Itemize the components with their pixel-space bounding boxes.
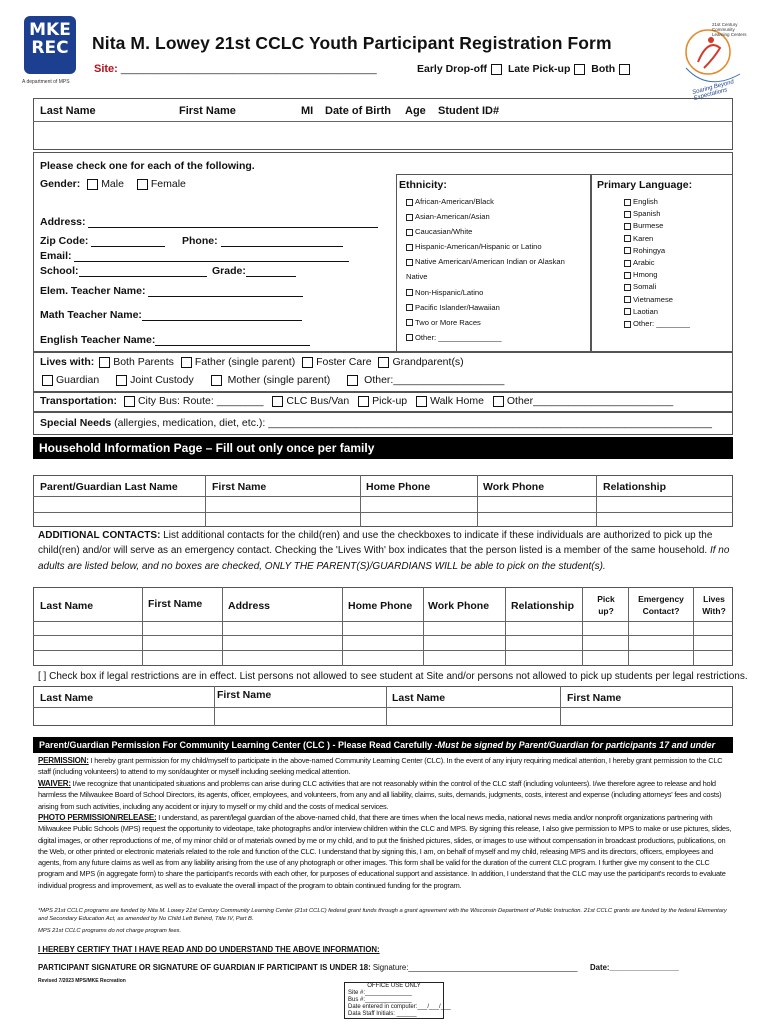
guardian-checkbox[interactable]: [42, 375, 53, 386]
ethnicity-checkbox[interactable]: [406, 334, 413, 341]
photo-body: I understand, as parent/legal guardian of the above-named child, that there are times when the local news media, national news media and/or nonprofit organizations partnering with Milwaukee Public Schools (MPS) request the opportunity to videotape, take photographs and/or interview children within the CLC and MPS. By signing this release, I also give permission to MPS to make or use pictures, slides, digital images, or other reproductions of me, of my minor child or of materials owned by me or my child, and to put the finished pictures, slides, or images to use without compensation in broadcast productions, publications, on the Web, or other printed or electronic materials related to the role and function of the CLC. I understand that by signing this, I am, on behalf of myself and my child, releasing MPS and its directors, officers, employees and agents, from any future claims as well as from any liability arising from the use of any photograph or other images. This form shall be valid for the duration of the current CLC program. I further give my consent to the CLC program and MPS (in aggregate form) to share the participant's records with each other, for purposes of educational support and assistance. In addition, I understand that the CLC may use the participant's records to evaluate individual progress and improvement, as well as to evaluate the overall impact of the program to obtain continued funding for the program.: [38, 813, 732, 890]
language-option[interactable]: [624, 281, 729, 293]
zip-field[interactable]: [40, 235, 165, 247]
photo-head: PHOTO PERMISSION/RELEASE:: [38, 813, 157, 822]
language-option-label: English: [633, 197, 658, 206]
language-option[interactable]: [624, 196, 729, 208]
site-row: [94, 63, 377, 75]
grade-label: Grade:: [212, 265, 246, 277]
math-teacher-field[interactable]: [40, 309, 302, 321]
waiver-body: I/we recognize that unanticipated situations and problems can arise during CLC activities that are not reasonably within the control of the CLC staff (including volunteers). I/we therefore agree to release and hold harmless the Milwaukee Board of School Directors, its agents, officer, employees, and volunteers, from any and all liability, claims, suits, demands, judgments, costs, interest and expense (including attorneys' fees and costs) arising from such activities, including any accident or injury to myself or my child and the costs of medical services.: [38, 779, 722, 811]
foster-checkbox[interactable]: [302, 357, 313, 368]
language-checkbox[interactable]: [624, 199, 631, 206]
header-dob: Date of Birth: [325, 105, 391, 117]
signature-label: PARTICIPANT SIGNATURE OR SIGNATURE OF GUARDIAN IF PARTICIPANT IS UNDER 18:: [38, 963, 371, 972]
ethnicity-option[interactable]: [406, 315, 592, 330]
language-option[interactable]: [624, 233, 729, 245]
female-label: Female: [150, 178, 186, 190]
ethnicity-option-label: Native: [406, 272, 428, 282]
ethnicity-option-label: Caucasian/White: [415, 227, 473, 237]
ac-col-address: Address: [228, 600, 271, 612]
office-title: OFFICE USE ONLY: [367, 983, 421, 989]
mother-checkbox[interactable]: [211, 375, 222, 386]
clc-bus-label: CLC Bus/Van: [286, 395, 350, 407]
foster-label: Foster Care: [316, 356, 372, 368]
ac-col-lives-with: Lives With?: [702, 594, 726, 616]
both-parents-checkbox[interactable]: [99, 357, 110, 368]
ac-col-work-phone: Work Phone: [428, 600, 490, 612]
waiver-text: [38, 778, 732, 812]
transportation-row: [40, 395, 673, 407]
pickup-label: Pick-up: [372, 395, 408, 407]
school-field[interactable]: [40, 265, 207, 277]
language-checkbox[interactable]: [624, 235, 631, 242]
legal-col-first-name-1: First Name: [217, 689, 272, 701]
ethnicity-option[interactable]: [406, 194, 592, 209]
language-option-label: Arabic: [633, 258, 655, 268]
cclc-logo-text: 21st Century Community Learning Centers: [712, 22, 747, 37]
language-option-label: Rohingya: [633, 245, 666, 255]
email-field[interactable]: [40, 250, 349, 262]
cclc-logo-motto: Soaring Beyond Expectations: [691, 79, 735, 102]
address-label: Address:: [40, 216, 86, 228]
school-label: School:: [40, 265, 79, 277]
both-parents-label: Both Parents: [113, 356, 174, 368]
lives-with-label: Lives with:: [40, 356, 95, 368]
ethnicity-option[interactable]: [406, 330, 592, 345]
early-dropoff-label: Early Drop-off: [417, 63, 488, 75]
header-age: Age: [405, 105, 426, 117]
walk-label: Walk Home: [430, 395, 484, 407]
office-bus: Bus #:______________: [348, 997, 412, 1003]
address-field[interactable]: [40, 216, 378, 228]
language-checkbox[interactable]: [624, 223, 631, 230]
hh-col-relationship: Relationship: [603, 481, 667, 493]
ethnicity-checkbox[interactable]: [406, 244, 413, 251]
ethnicity-option-label: Pacific Islander/Hawaiian: [415, 302, 500, 312]
ethnicity-option-label: Two or More Races: [415, 317, 481, 327]
ethnicity-checkbox[interactable]: [406, 304, 413, 311]
ethnicity-option-label: Hispanic-American/Hispanic or Latino: [415, 242, 542, 252]
male-label: Male: [101, 178, 124, 190]
phone-field[interactable]: [182, 235, 343, 247]
hh-col-work-phone: Work Phone: [483, 481, 545, 493]
header-mi: MI: [301, 105, 314, 117]
ethnicity-option-label: Other: _______________: [415, 332, 502, 342]
office-initials: Data Staff Initials: ______: [348, 1011, 417, 1017]
late-pickup-checkbox[interactable]: [574, 64, 585, 75]
joint-custody-checkbox[interactable]: [116, 375, 127, 386]
permission-body: I hereby grant permission for my child/myself to participate in the above-named Community Learning Center (CLC). In the event of any injury requiring medical attention, I hereby grant permission to the CLC staff (including volunteers) to attend to my son/daughter or myself including seeking medical attention.: [38, 756, 723, 777]
other-transport-checkbox[interactable]: [493, 396, 504, 407]
ethnicity-option[interactable]: [406, 300, 592, 315]
site-label: Site:: [94, 63, 118, 75]
ethnicity-checkbox[interactable]: [406, 199, 413, 206]
grandparent-checkbox[interactable]: [378, 357, 389, 368]
language-list: [624, 196, 729, 330]
elem-teacher-field[interactable]: [40, 285, 303, 297]
site-blank[interactable]: ______________________________________________: [120, 64, 377, 75]
language-checkbox[interactable]: [624, 321, 631, 328]
both-label: Both: [591, 63, 616, 75]
permission-bar-text: Parent/Guardian Permission For Community Learning Center (CLC ) - Please Read Carefully -: [39, 740, 438, 750]
permission-bar: [33, 737, 733, 753]
permission-head: PERMISSION:: [38, 756, 89, 765]
zip-label: Zip Code:: [40, 235, 89, 247]
email-label: Email:: [40, 250, 72, 262]
both-checkbox[interactable]: [619, 64, 630, 75]
header-first-name: First Name: [179, 105, 236, 117]
legal-col-first-name-2: First Name: [567, 692, 622, 704]
mother-label: Mother (single parent): [227, 374, 331, 386]
ethnicity-option[interactable]: [406, 285, 592, 300]
ethnicity-option-label: Non-Hispanic/Latino: [415, 287, 484, 297]
language-option-label: Hmong: [633, 270, 658, 280]
logo-subtitle: A department of MPS: [22, 79, 70, 85]
hh-col-last-name: Parent/Guardian Last Name: [40, 481, 178, 493]
grandparent-label: Grandparent(s): [392, 356, 464, 368]
guardian-label: Guardian: [56, 374, 100, 386]
other-living-checkbox[interactable]: [347, 375, 358, 386]
city-bus-checkbox[interactable]: [124, 396, 135, 407]
language-option[interactable]: [624, 245, 729, 257]
language-option-label: Burmese: [633, 221, 664, 231]
footnote-1: *MPS 21st CCLC programs are funded by Nita M. Lowey 21st Century Community Learning Center (21st CCLC) federal grant funds through a grant agreement with the Wisconsin Department of Public Instruction. 21st CCLC grants are funded by the federal Elementary and Secondary Education Act, as amended by No Child Left Behind, Title IV, Part B.: [38, 908, 727, 922]
language-option-label: Vietnamese: [633, 294, 673, 304]
language-checkbox[interactable]: [624, 272, 631, 279]
ac-col-pickup: Pick up?: [597, 594, 615, 616]
language-option-label: Karen: [633, 233, 654, 243]
ethnicity-option[interactable]: [406, 209, 592, 224]
ac-col-home-phone: Home Phone: [348, 600, 413, 612]
language-option[interactable]: [624, 257, 729, 269]
header-last-name: Last Name: [40, 105, 96, 117]
lives-with-row2: [38, 374, 504, 386]
language-checkbox[interactable]: [624, 211, 631, 218]
language-checkbox[interactable]: [624, 308, 631, 315]
special-needs-field[interactable]: [40, 417, 712, 429]
legal-col-last-name-2: Last Name: [392, 692, 446, 704]
gender-label: Gender:: [40, 178, 81, 190]
special-needs-detail: (allergies, medication, diet, etc.): ____________________________________________________________________________: [114, 417, 712, 429]
ethnicity-list: [406, 194, 592, 345]
legal-restrictions-text[interactable]: [ ] Check box if legal restrictions are in effect. List persons not allowed to see student at Site and/or persons not allowed to pick up students per legal restrictions.: [38, 671, 748, 682]
clc-bus-checkbox[interactable]: [272, 396, 283, 407]
lives-with-row1: [40, 356, 464, 368]
language-option[interactable]: [624, 318, 729, 330]
joint-custody-label: Joint Custody: [130, 374, 194, 386]
permission-bar-italic: Must be signed by Parent/Guardian for participants 17 and under: [437, 740, 716, 750]
mke-rec-logo: [24, 16, 76, 74]
signature-row: [38, 963, 578, 972]
ethnicity-option[interactable]: [406, 239, 592, 254]
special-needs-label: Special Needs: [40, 417, 112, 429]
language-option-label: Other: ________: [633, 319, 690, 329]
ac-col-first-name: First Name: [148, 598, 203, 610]
additional-italic: If no adults are listed below, and no boxes are checked, ONLY THE PARENT(S)/GUARDIANS WILL be able to pick on the student(s).: [38, 545, 730, 572]
early-dropoff-checkbox[interactable]: [491, 64, 502, 75]
revised-text: Revised 7/2023 MPS/MKE Recreation: [38, 978, 126, 984]
walk-checkbox[interactable]: [416, 396, 427, 407]
ac-col-emergency: Emergency Contact?: [638, 594, 684, 616]
certify-text: I HEREBY CERTIFY THAT I HAVE READ AND DO UNDERSTAND THE ABOVE INFORMATION:: [38, 945, 380, 954]
legal-col-last-name-1: Last Name: [40, 692, 94, 704]
ethnicity-option[interactable]: [406, 224, 592, 239]
ethnicity-checkbox[interactable]: [406, 259, 413, 266]
ac-col-relationship: Relationship: [511, 600, 575, 612]
language-option[interactable]: [624, 208, 729, 220]
ethnicity-checkbox[interactable]: [406, 319, 413, 326]
signature-field[interactable]: Signature:_______________________________________: [372, 963, 578, 972]
language-option[interactable]: [624, 220, 729, 232]
logo-line-2: REC: [31, 38, 69, 58]
household-bar: Household Information Page – Fill out only once per family: [33, 437, 733, 459]
city-bus-label: City Bus: Route: ________: [137, 395, 264, 407]
pickup-checkbox[interactable]: [358, 396, 369, 407]
waiver-head: WAIVER:: [38, 779, 71, 788]
other-transport-label: Other________________________: [506, 395, 674, 407]
office-entered: Date entered in computer:___/___/___: [348, 1004, 451, 1010]
hh-col-home-phone: Home Phone: [366, 481, 431, 493]
language-label: Primary Language:: [597, 179, 693, 191]
ethnicity-option[interactable]: [406, 269, 592, 284]
office-site: Site #:______________: [348, 990, 412, 996]
language-option-label: Somali: [633, 282, 657, 292]
language-checkbox[interactable]: [624, 284, 631, 291]
language-checkbox[interactable]: [624, 296, 631, 303]
language-option[interactable]: [624, 306, 729, 318]
female-checkbox[interactable]: [137, 179, 148, 190]
additional-heading: ADDITIONAL CONTACTS:: [38, 530, 161, 541]
language-checkbox[interactable]: [624, 260, 631, 267]
footnote-2: MPS 21st CCLC programs do not charge program fees.: [38, 928, 182, 934]
father-checkbox[interactable]: [181, 357, 192, 368]
ethnicity-checkbox[interactable]: [406, 214, 413, 221]
language-option[interactable]: [624, 294, 729, 306]
legal-table: [33, 686, 733, 726]
hh-col-first-name: First Name: [212, 481, 267, 493]
ac-col-last-name: Last Name: [40, 600, 94, 612]
ethnicity-option-label: African-American/Black: [415, 197, 494, 206]
male-checkbox[interactable]: [87, 179, 98, 190]
ethnicity-option-label: Asian-American/Asian: [415, 212, 490, 222]
additional-body: List additional contacts for the child(ren) and use the checkboxes to indicate if these individuals are authorized to pick up the child(ren) and/or will serve as an emergency contact. Checking the 'Lives With' box indicates that the person listed is a member of the same household.: [38, 530, 713, 557]
other-living-label: Other:___________________: [364, 374, 505, 386]
ethnicity-checkbox[interactable]: [406, 229, 413, 236]
phone-label: Phone:: [182, 235, 218, 247]
language-option-label: Laotian: [633, 306, 658, 316]
page-title: Nita M. Lowey 21st CCLC Youth Participant Registration Form: [92, 33, 612, 53]
late-pickup-label: Late Pick-up: [507, 63, 571, 75]
demographics-instruction: Please check one for each of the following.: [40, 160, 255, 172]
father-label: Father (single parent): [194, 356, 296, 368]
elem-teacher-label: Elem. Teacher Name:: [40, 285, 146, 297]
logo-line-1: MKE: [29, 20, 71, 40]
grade-field[interactable]: [212, 265, 296, 277]
additional-contacts-text: [38, 528, 730, 574]
header-student-id: Student ID#: [438, 105, 500, 117]
language-option-label: Spanish: [633, 209, 661, 219]
language-checkbox[interactable]: [624, 247, 631, 254]
photo-text: [38, 812, 732, 891]
english-teacher-field[interactable]: [40, 334, 310, 346]
transportation-label: Transportation:: [40, 395, 118, 407]
ethnicity-label: Ethnicity:: [399, 179, 447, 191]
permission-text: [38, 755, 732, 778]
session-options: [417, 63, 633, 75]
english-teacher-label: English Teacher Name:: [40, 334, 156, 346]
ethnicity-option[interactable]: [406, 254, 592, 269]
date-field[interactable]: Date:________________: [590, 963, 679, 972]
language-option[interactable]: [624, 269, 729, 281]
math-teacher-label: Math Teacher Name:: [40, 309, 142, 321]
ethnicity-checkbox[interactable]: [406, 289, 413, 296]
ethnicity-option-label: Native American/American Indian or Alaskan: [415, 257, 565, 267]
gender-row: [40, 178, 186, 190]
